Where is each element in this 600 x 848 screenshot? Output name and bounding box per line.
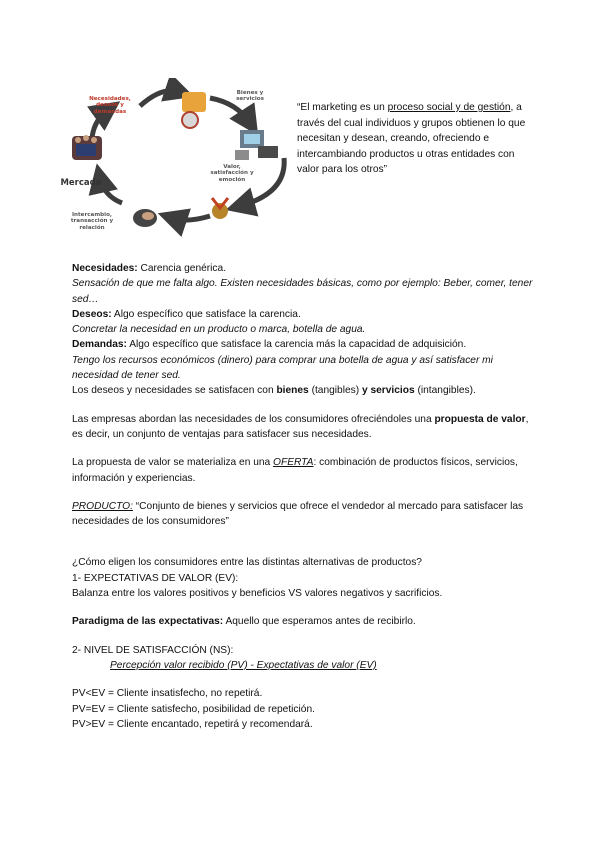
marketing-definition-quote (297, 100, 532, 178)
propuesta-paragraph: Las empresas abordan las necesidades de los consumidores ofreciéndoles una propuesta de valor, es decir, un conjunto de ventajas para satisfacer sus necesidades. (72, 413, 529, 440)
satisfy-line: Los deseos y necesidades se satisfacen con bienes (tangibles) y servicios (intangibles). (72, 385, 476, 397)
arrow-bottom (172, 216, 210, 220)
computer-picture (235, 130, 278, 160)
label-valor: Valor, satisfacción y emoción (210, 164, 254, 183)
oferta-paragraph: La propuesta de valor se materializa en una OFERTA: combinación de productos físicos, servicios, información y experiencias. (72, 457, 518, 484)
handshake-picture (133, 209, 157, 227)
label-mercado: Mercado (60, 178, 102, 188)
quote-open: “El marketing es un (297, 102, 388, 113)
necesidades-example: Sensación de que me falta algo. Existen necesidades básicas, como por ejemplo: Beber, comer, tener sed… (72, 278, 533, 305)
case-line: PV<EV = Cliente insatisfecho, no repetirá. (72, 688, 263, 700)
demandas-line: Demandas: Algo específico que satisface la carencia más la capacidad de adquisición. (72, 339, 467, 351)
document-body (72, 261, 542, 732)
deseos-example: Concretar la necesidad en un producto o marca, botella de agua. (72, 324, 366, 336)
label-bienes: Bienes y servicios (236, 90, 264, 103)
satisfaccion-formula: Percepción valor recibido (PV) - Expectativas de valor (EV) (110, 659, 377, 671)
demandas-example: Tengo los recursos económicos (dinero) para comprar una botella de agua y así satisfacer mi necesidad de tener sed. (72, 354, 493, 382)
quote-rest: , a través del cual individuos y grupos obtienen lo que necesitan y desean, creando, ofreciendo e intercambiando productos u otras entidades con valor para los otros” (297, 102, 526, 176)
satisfaccion-heading: 2- NIVEL DE SATISFACCIÓN (NS): (72, 644, 234, 656)
case-line: PV=EV = Cliente satisfecho, posibilidad de repetición. (72, 703, 315, 715)
label-intercambio: Intercambio, transacción y relación (70, 212, 114, 231)
medal-picture (212, 198, 228, 219)
marketing-cycle-diagram (62, 78, 297, 253)
quote-underlined-term: proceso social y de gestión (387, 102, 511, 113)
arrow-top (140, 91, 180, 106)
expectativas-heading: 1- EXPECTATIVAS DE VALOR (EV): (72, 572, 239, 584)
producto-paragraph: PRODUCTO: “Conjunto de bienes y servicios que ofrece el vendedor al mercado para satisfacer las necesidades de los consumidores” (72, 500, 524, 528)
necesidades-line: Necesidades: Carencia genérica. (72, 263, 227, 274)
balance-line: Balanza entre los valores positivos y beneficios VS valores negativos y sacrificios. (72, 588, 443, 600)
goods-picture (182, 92, 206, 128)
paradigma-line: Paradigma de las expectativas: Aquello que esperamos antes de recibirlo. (72, 616, 416, 628)
case-line: PV>EV = Cliente encantado, repetirá y recomendará. (72, 718, 313, 730)
question-line: ¿Cómo eligen los consumidores entre las distintas alternativas de productos? (72, 557, 422, 569)
deseos-line: Deseos: Algo específico que satisface la carencia. (72, 308, 301, 320)
crowd-picture (72, 135, 102, 160)
label-necesidades: Necesidades, deseos y demandas (89, 96, 131, 115)
